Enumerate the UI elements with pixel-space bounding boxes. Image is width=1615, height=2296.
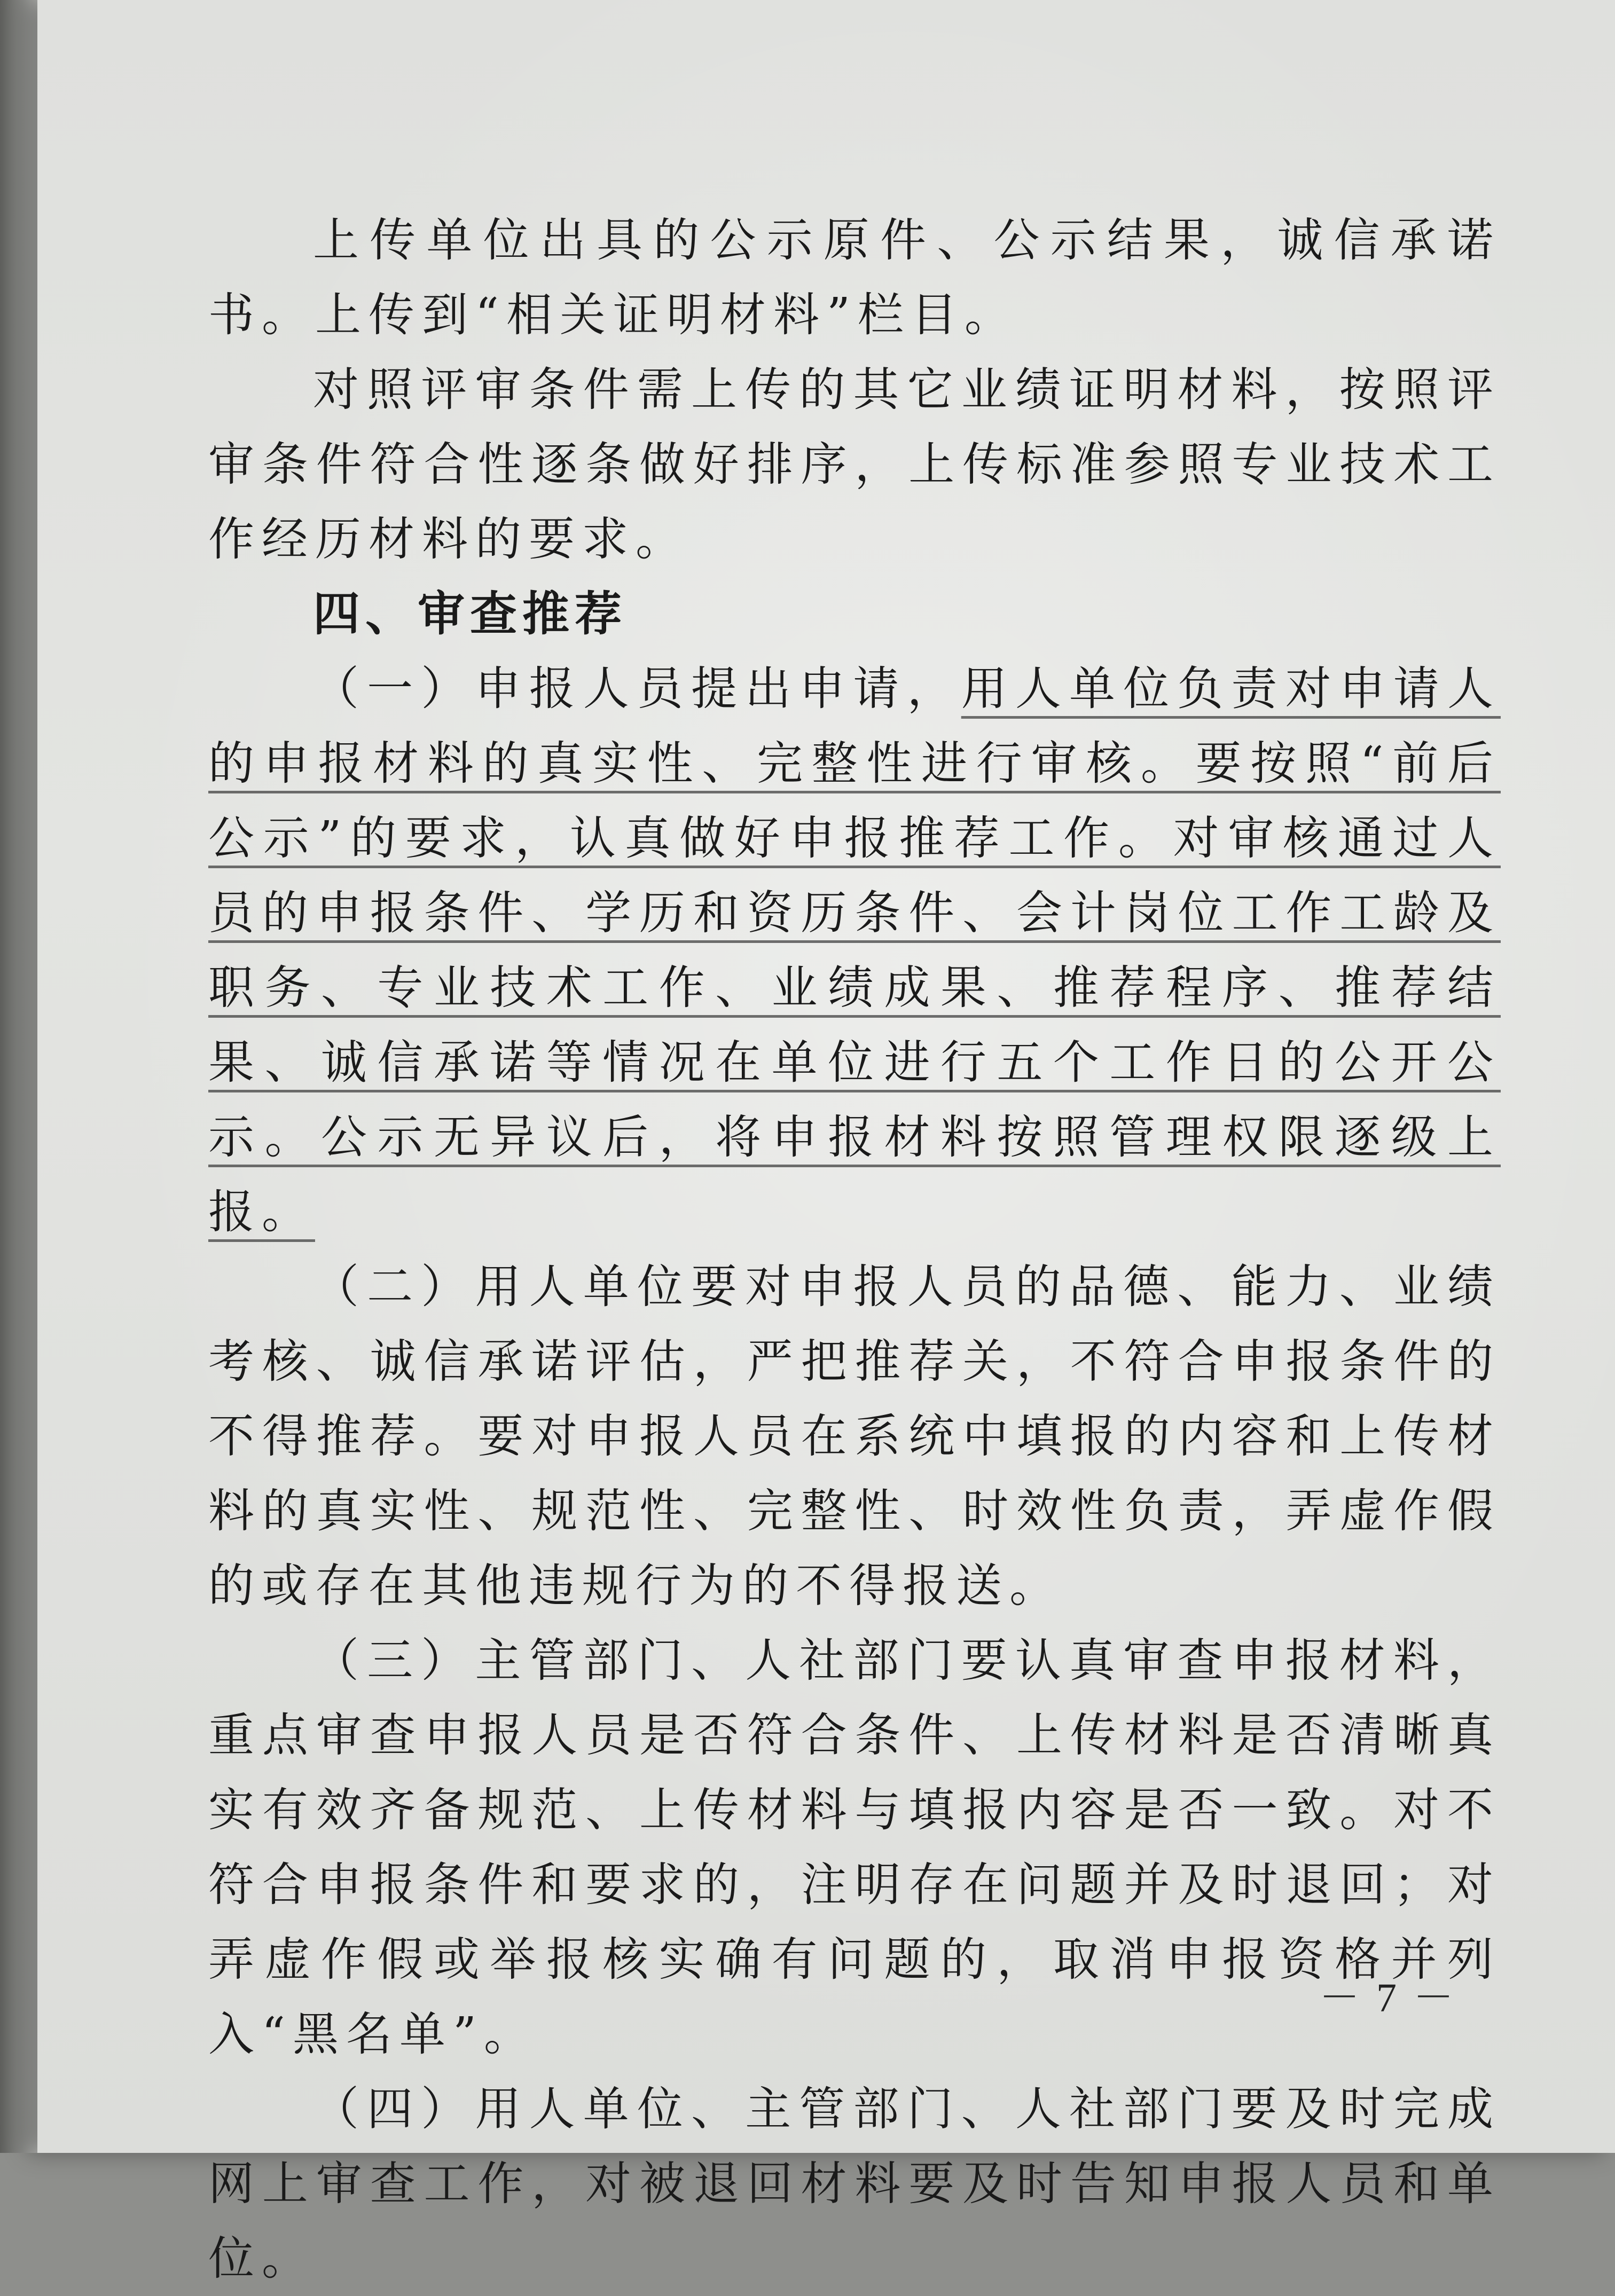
page-number: － 7 －	[1319, 1976, 1457, 2020]
item-3: （三）主管部门、人社部门要认真审查申报材料，重点审查申报人员是否符合条件、上传材料是否清晰真实有效齐备规范、上传材料与填报内容是否一致。对不符合申报条件和要求的，注明存在问题并及时退回；对弄虚作假或举报核实确有问题的，取消申报资格并列入“黑名单”。	[208, 1634, 1501, 2061]
item-1-lead: （一）申报人员提出申请，	[313, 662, 961, 715]
item-4: （四）用人单位、主管部门、人社部门要及时完成网上审查工作，对被退回材料要及时告知申报人员和单位。	[208, 2082, 1501, 2285]
paragraph-upload-publicity: 上传单位出具的公示原件、公示结果，诚信承诺书。上传到“相关证明材料”栏目。	[208, 214, 1501, 342]
section-heading: 四、审查推荐	[313, 586, 628, 641]
page-stack-edge	[0, 0, 37, 2153]
paragraph-other-materials: 对照评审条件需上传的其它业绩证明材料，按照评审条件符合性逐条做好排序，上传标准参照专业技术工作经历材料的要求。	[208, 363, 1501, 566]
document-page	[37, 0, 1615, 2285]
item-1-underlined-text: 用人单位负责对申请人的申报材料的真实性、完整性进行审核。要按照“前后公示”的要求，认真做好申报推荐工作。对审核通过人员的申报条件、学历和资历条件、会计岗位工作工龄及职务、专业技术工作、业绩成果、推荐程序、推荐结果、诚信承诺等情况在单位进行五个工作日的公开公示。公示无异议后，将申报材料按照管理权限逐级上报。	[208, 662, 1501, 1239]
item-1	[208, 651, 1501, 1249]
page-content	[208, 203, 1501, 2296]
item-2: （二）用人单位要对申报人员的品德、能力、业绩考核、诚信承诺评估，严把推荐关，不符合申报条件的不得推荐。要对申报人员在系统中填报的内容和上传材料的真实性、规范性、完整性、时效性负责，弄虚作假的或存在其他违规行为的不得报送。	[208, 1260, 1501, 1613]
